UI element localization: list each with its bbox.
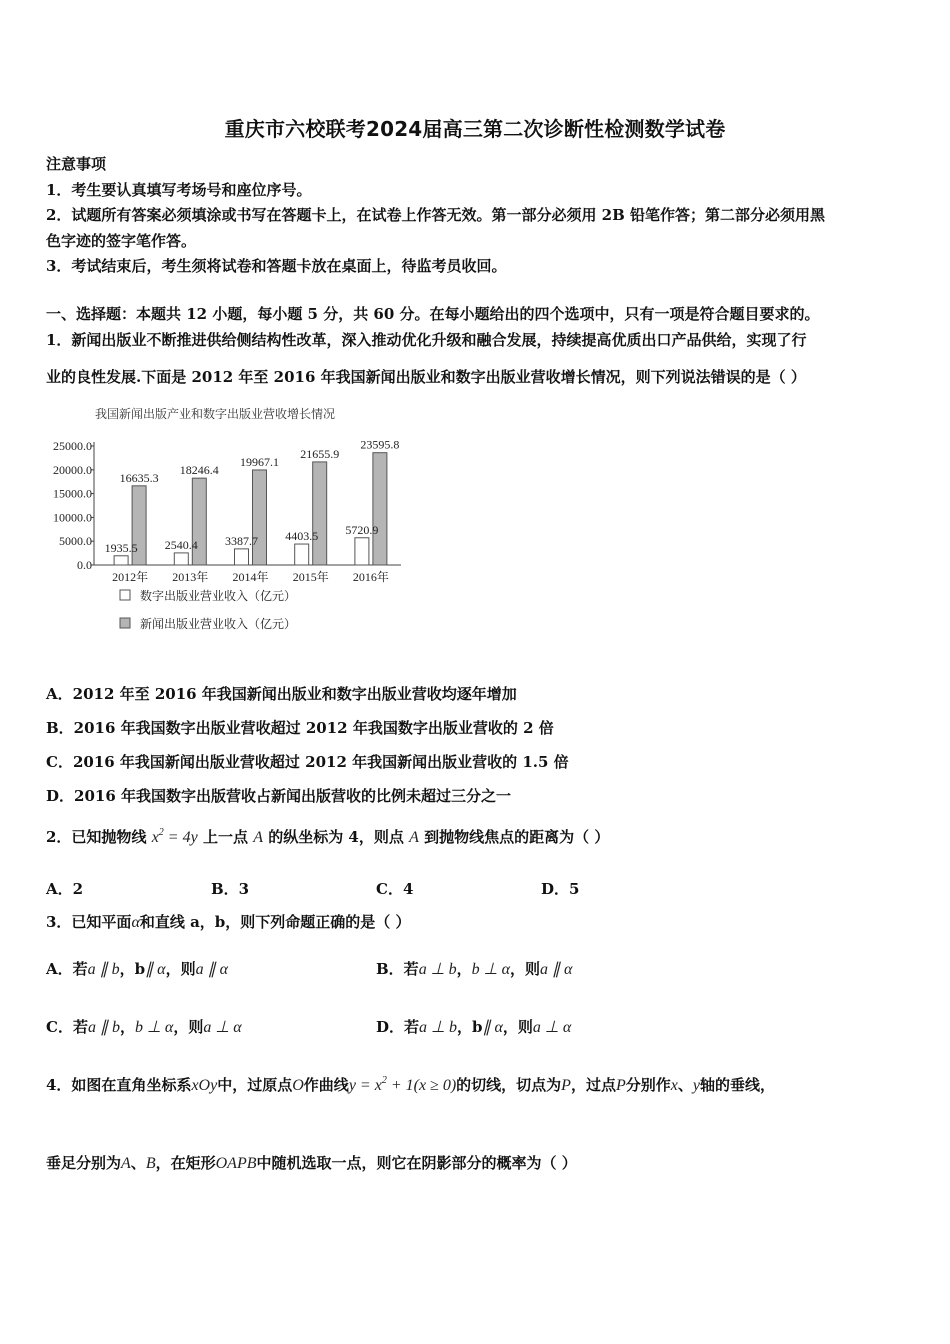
legend-swatch: [120, 618, 130, 628]
q3-option-b: B．若a ⊥ b，b ⊥ α，则a ∥ α: [376, 960, 573, 978]
bar-digital: [114, 556, 128, 565]
q3-option-d: D．若a ⊥ b，b∥ α，则a ⊥ α: [376, 1018, 572, 1036]
y-tick-label: 20000.0: [53, 462, 92, 477]
q2-option-d: D．5: [541, 880, 580, 898]
x-tick-label: 2014年: [232, 570, 269, 584]
y-tick-label: 0.0: [77, 558, 92, 572]
q1-option-b: B．2016 年我国数字出版业营收超过 2012 年我国数字出版业营收的 2 倍: [46, 719, 554, 737]
chart-canvas: [46, 405, 406, 650]
q4-curve: $y = x^2 + 1(x \ge 0)$: [348, 1075, 457, 1094]
section-heading: 一、选择题：本题共 12 小题，每小题 5 分，共 60 分。在每小题给出的四个选项中，只有一项是符合题目要求的。: [46, 305, 820, 323]
data-label-news: 21655.9: [300, 446, 340, 461]
notice-item: 1．考生要认真填写考场号和座位序号。: [46, 181, 312, 199]
q1-stem: 1．新闻出版业不断推进供给侧结构性改革，深入推动优化升级和融合发展，持续提高优质出口产品供给，实现了行: [46, 331, 807, 349]
x-tick-label: 2015年: [292, 570, 329, 584]
data-label-news: 19967.1: [240, 454, 279, 469]
data-label-news: 16635.3: [119, 470, 159, 485]
y-tick-label: 15000.0: [53, 486, 92, 501]
bar-digital: [174, 553, 188, 565]
y-tick-label: 10000.0: [53, 510, 92, 525]
data-label-digital: 2540.4: [164, 537, 198, 552]
page-title: 重庆市六校联考2024届高三第二次诊断性检测数学试卷: [224, 117, 726, 141]
data-label-digital: 3387.7: [225, 533, 258, 548]
chart-title: 我国新闻出版产业和数字出版业营收增长情况: [95, 407, 336, 421]
q2-stem: [46, 826, 609, 847]
x-tick-label: 2013年: [172, 570, 209, 584]
q4-stem: 垂足分别为A、B，在矩形OAPB中随机选取一点，则它在阴影部分的概率为（ ）: [46, 1154, 577, 1172]
alpha-symbol: α: [131, 914, 140, 931]
notice-item: 3．考试结束后，考生须将试卷和答题卡放在桌面上，待监考员收回。: [46, 257, 507, 275]
x-tick-label: 2012年: [112, 570, 149, 584]
legend-swatch: [120, 590, 130, 600]
q1-option-c: C．2016 年我国新闻出版业营收超过 2012 年我国新闻出版业营收的 1.5 倍: [46, 753, 569, 771]
q3-option-a: A．若a ∥ b，b∥ α，则a ∥ α: [46, 960, 228, 978]
notice-heading: 注意事项: [46, 155, 107, 173]
data-label-digital: 4403.5: [285, 529, 319, 544]
data-label-news: 18246.4: [179, 463, 219, 478]
q1-option-d: D．2016 年我国数字出版营收占新闻出版营收的比例未超过三分之一: [46, 787, 511, 805]
q2-text: 的纵坐标为 4，则点: [268, 828, 404, 846]
q4-stem: 4．如图在直角坐标系xOy中，过原点O作曲线$y = x^2 + 1(x \ge 0)$的切线，切点为P，过点P分别作x、y轴的垂线，: [46, 1075, 776, 1094]
bar-chart: [46, 405, 406, 650]
y-tick-label: 5000.0: [59, 534, 92, 549]
notice-item: 2．试题所有答案必须填涂或书写在答题卡上，在试卷上作答无效。第一部分必须用 2B 铅笔作答；第二部分必须用黑: [46, 206, 826, 224]
q2-point-a: A: [409, 829, 419, 846]
legend-label: 新闻出版业营业收入（亿元）: [140, 617, 297, 631]
bar-news: [313, 462, 327, 565]
q2-option-c: C．4: [376, 880, 414, 898]
x-tick-label: 2016年: [352, 570, 389, 584]
y-tick-label: 25000.0: [53, 439, 92, 453]
q2-num: 2．已知抛物线: [46, 828, 147, 846]
q1-option-a: A．2012 年至 2016 年我国新闻出版业和数字出版业营收均逐年增加: [46, 685, 517, 703]
bar-digital: [355, 538, 369, 565]
q2-parabola: $x^2 = 4y$: [151, 827, 198, 846]
bar-digital: [295, 544, 309, 565]
data-label-digital: 5720.9: [345, 522, 379, 537]
bar-news: [373, 453, 387, 565]
bar-news: [192, 478, 206, 565]
q2-text: 上一点: [202, 828, 248, 846]
legend-label: 数字出版业营业收入（亿元）: [140, 589, 297, 603]
bar-digital: [235, 549, 249, 565]
data-label-news: 23595.8: [360, 437, 400, 452]
q3-option-c: C．若a ∥ b，b ⊥ α，则a ⊥ α: [46, 1018, 242, 1036]
q1-stem: 业的良性发展.下面是 2012 年至 2016 年我国新闻出版业和数字出版业营收增长情况，则下列说法错误的是（ ）: [46, 368, 806, 386]
bar-news: [253, 470, 267, 565]
q3-stem: 3．已知平面α和直线 a，b，则下列命题正确的是（ ）: [46, 913, 411, 931]
q2-text: 到抛物线焦点的距离为（ ）: [424, 828, 610, 846]
q2-option-b: B．3: [211, 880, 250, 898]
data-label-digital: 1935.5: [104, 540, 138, 555]
q2-option-a: A．2: [46, 880, 84, 898]
q2-point-a: A: [253, 829, 263, 846]
notice-item: 色字迹的签字笔作答。: [46, 232, 197, 250]
